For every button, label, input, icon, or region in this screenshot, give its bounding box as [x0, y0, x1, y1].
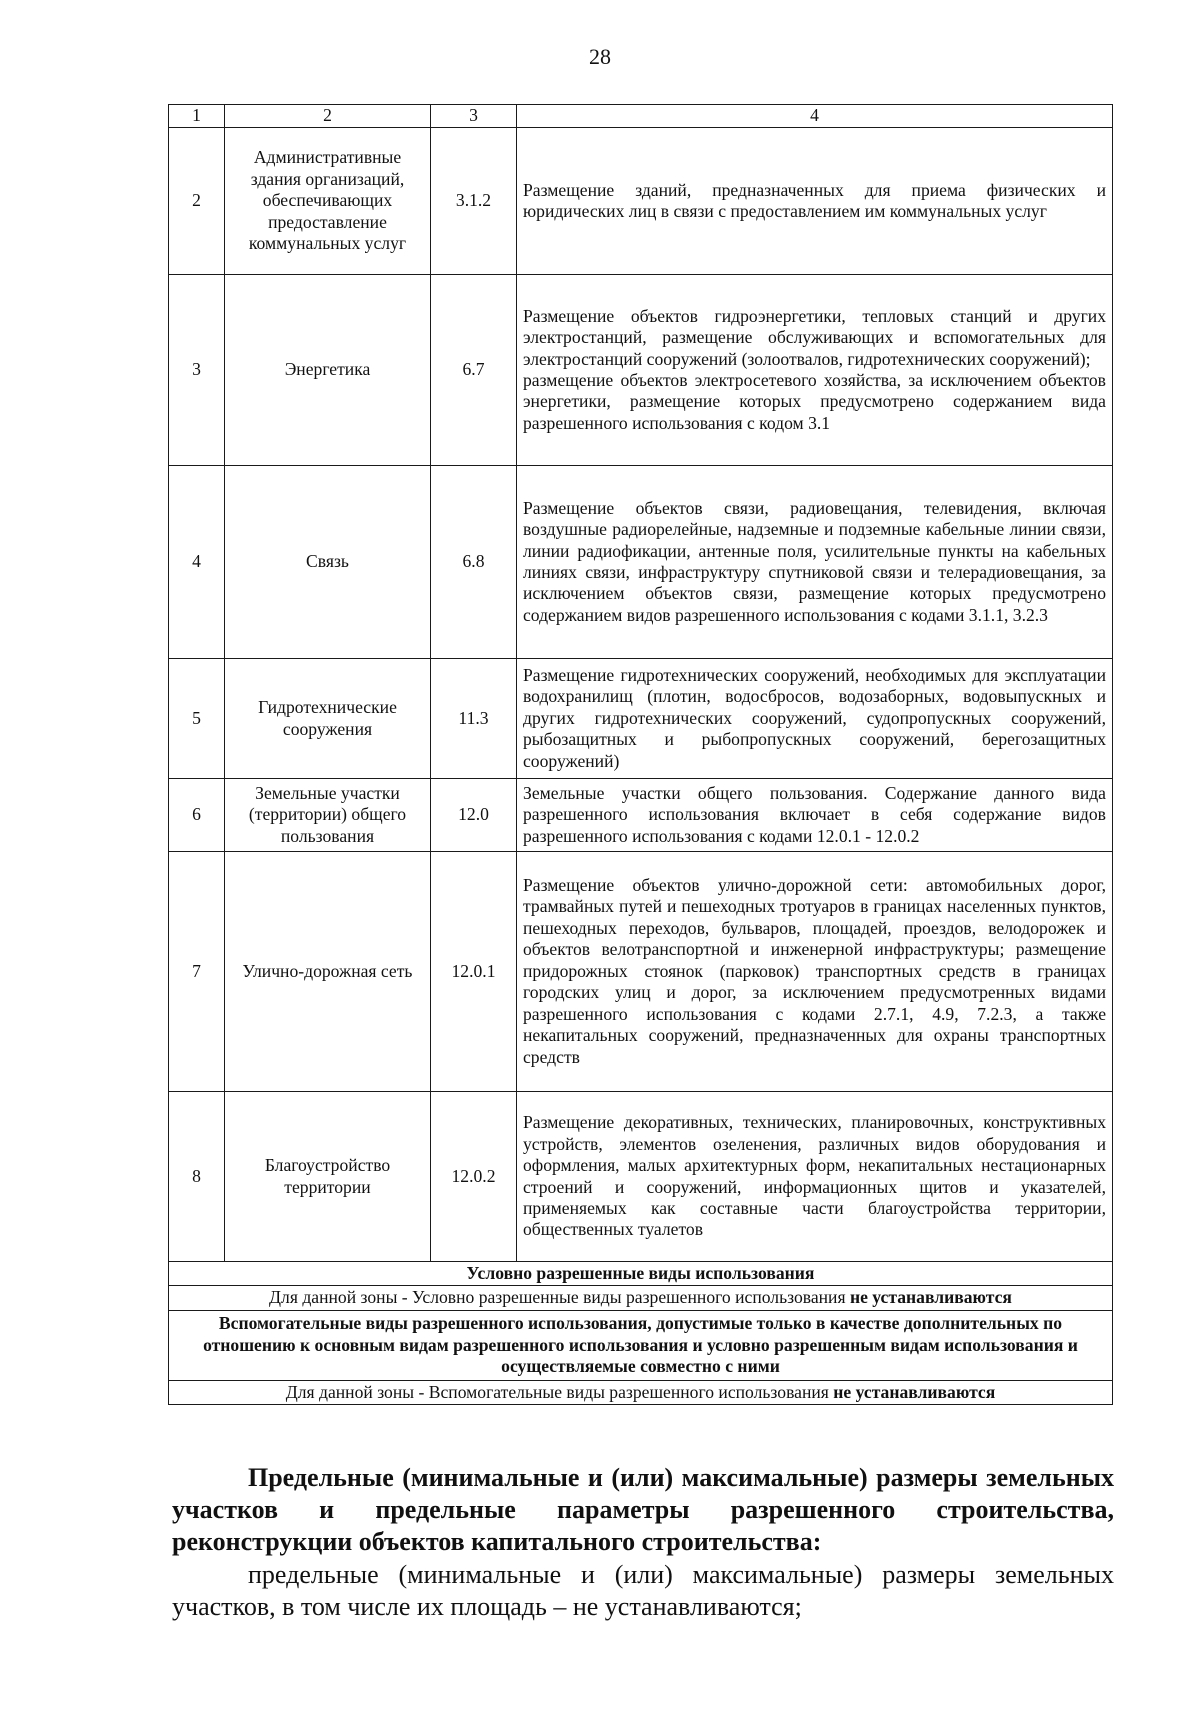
use-code: 11.3 [431, 659, 517, 779]
table-row [169, 466, 1113, 659]
header-cell-2: 2 [225, 105, 431, 128]
use-code: 6.8 [431, 466, 517, 659]
auxiliary-uses-note-status: не устанавливаются [833, 1381, 996, 1402]
use-description-part-1: Размещение объектов гидроэнергетики, тепловых станций и других электростанций, размещение обслуживающих и вспомогательных для электростанций сооружений (золоотвалов, гидротехнических сооружений); [523, 305, 1106, 369]
bottom-text-block [172, 1462, 1114, 1623]
auxiliary-uses-note [169, 1380, 1113, 1404]
conditional-uses-note-text: Для данной зоны - Условно разрешенные виды разрешенного использования [269, 1287, 850, 1308]
table-row [169, 275, 1113, 466]
auxiliary-uses-title-row [169, 1310, 1113, 1380]
use-description-part-2: размещение объектов электросетевого хозяйства, за исключением объектов энергетики, размещение которых предусмотрено содержанием вида разрешенного использования с кодом 3.1 [523, 370, 1106, 433]
conditional-uses-note-row [169, 1286, 1113, 1310]
use-name: Связь [225, 466, 431, 659]
table-header-row [169, 105, 1113, 128]
use-name: Земельные участки (территории) общего пользования [225, 779, 431, 852]
auxiliary-uses-title: Вспомогательные виды разрешенного использования, допустимые только в качестве дополнительных по отношению к основным видам разрешенного использования и условно разрешенным видам использования и осуществляемые совместно с ними [169, 1310, 1113, 1380]
use-description: Размещение гидротехнических сооружений, необходимых для эксплуатации водохранилищ (плотин, водосбросов, водозаборных, водовыпускных и других гидротехнических сооружений, судопропускных сооружений, рыбозащитных и рыбопропускных сооружений, берегозащитных сооружений) [517, 659, 1113, 779]
use-code: 6.7 [431, 275, 517, 466]
use-description [517, 275, 1113, 466]
row-number: 3 [169, 275, 225, 466]
use-description: Земельные участки общего пользования. Содержание данного вида разрешенного использования включает в себя содержание видов разрешенного использования с кодами 12.0.1 - 12.0.2 [517, 779, 1113, 852]
auxiliary-uses-note-row [169, 1380, 1113, 1404]
auxiliary-uses-note-text: Для данной зоны - Вспомогательные виды разрешенного использования [285, 1381, 834, 1402]
use-description: Размещение объектов улично-дорожной сети: автомобильных дорог, трамвайных путей и пешеходных тротуаров в границах населенных пунктов, пешеходных переходов, бульваров, площадей, проездов, велодорожек и объектов велотранспортной и инженерной инфраструктуры; размещение придорожных стоянок (парковок) транспортных средств в границах городских улиц и дорог, за исключением предусмотренных видами разрешенного использования с кодами 2.7.1, 4.9, 7.2.3, а также некапитальных сооружений, предназначенных для охраны транспортных средств [517, 852, 1113, 1092]
row-number: 4 [169, 466, 225, 659]
row-number: 5 [169, 659, 225, 779]
use-name: Улично-дорожная сеть [225, 852, 431, 1092]
row-number: 2 [169, 128, 225, 275]
use-code: 12.0.2 [431, 1092, 517, 1262]
section-paragraph: предельные (минимальные и (или) максимальные) размеры земельных участков, в том числе их площадь – не устанавливаются; [172, 1559, 1114, 1621]
use-description: Размещение декоративных, технических, планировочных, конструктивных устройств, элементов озеленения, различных видов оборудования и оформления, малых архитектурных форм, некапитальных нестационарных строений и сооружений, информационных щитов и указателей, применяемых как составные части благоустройства территории, общественных туалетов [517, 1092, 1113, 1262]
page-number: 28 [589, 44, 611, 69]
table-row [169, 128, 1113, 275]
table-row [169, 779, 1113, 852]
conditional-uses-title: Условно разрешенные виды использования [169, 1262, 1113, 1286]
use-description: Размещение зданий, предназначенных для приема физических и юридических лиц в связи с предоставлением им коммунальных услуг [517, 128, 1113, 275]
use-code: 12.0 [431, 779, 517, 852]
land-use-table [168, 104, 1113, 1405]
use-name: Энергетика [225, 275, 431, 466]
table-row [169, 852, 1113, 1092]
header-cell-1: 1 [169, 105, 225, 128]
row-number: 8 [169, 1092, 225, 1262]
use-name: Гидротехнические сооружения [225, 659, 431, 779]
conditional-uses-title-row [169, 1262, 1113, 1286]
use-code: 3.1.2 [431, 128, 517, 275]
row-number: 6 [169, 779, 225, 852]
conditional-uses-note-status: не устанавливаются [849, 1287, 1012, 1308]
section-heading: Предельные (минимальные и (или) максимальные) размеры земельных участков и предельные параметры разрешенного строительства, реконструкции объектов капитального строительства: [172, 1463, 1114, 1557]
use-code: 12.0.1 [431, 852, 517, 1092]
table-row [169, 1092, 1113, 1262]
header-cell-3: 3 [431, 105, 517, 128]
row-number: 7 [169, 852, 225, 1092]
header-cell-4: 4 [517, 105, 1113, 128]
use-name: Благоустройство территории [225, 1092, 431, 1262]
use-description: Размещение объектов связи, радиовещания, телевидения, включая воздушные радиорелейные, надземные и подземные кабельные линии связи, линии радиофикации, антенные поля, усилительные пункты на кабельных линиях связи, инфраструктуру спутниковой связи и телерадиовещания, за исключением объектов связи, размещение которых предусмотрено содержанием видов разрешенного использования с кодами 3.1.1, 3.2.3 [517, 466, 1113, 659]
conditional-uses-note [169, 1286, 1113, 1310]
table-row [169, 659, 1113, 779]
use-name: Административные здания организаций, обеспечивающих предоставление коммунальных услуг [225, 128, 431, 275]
